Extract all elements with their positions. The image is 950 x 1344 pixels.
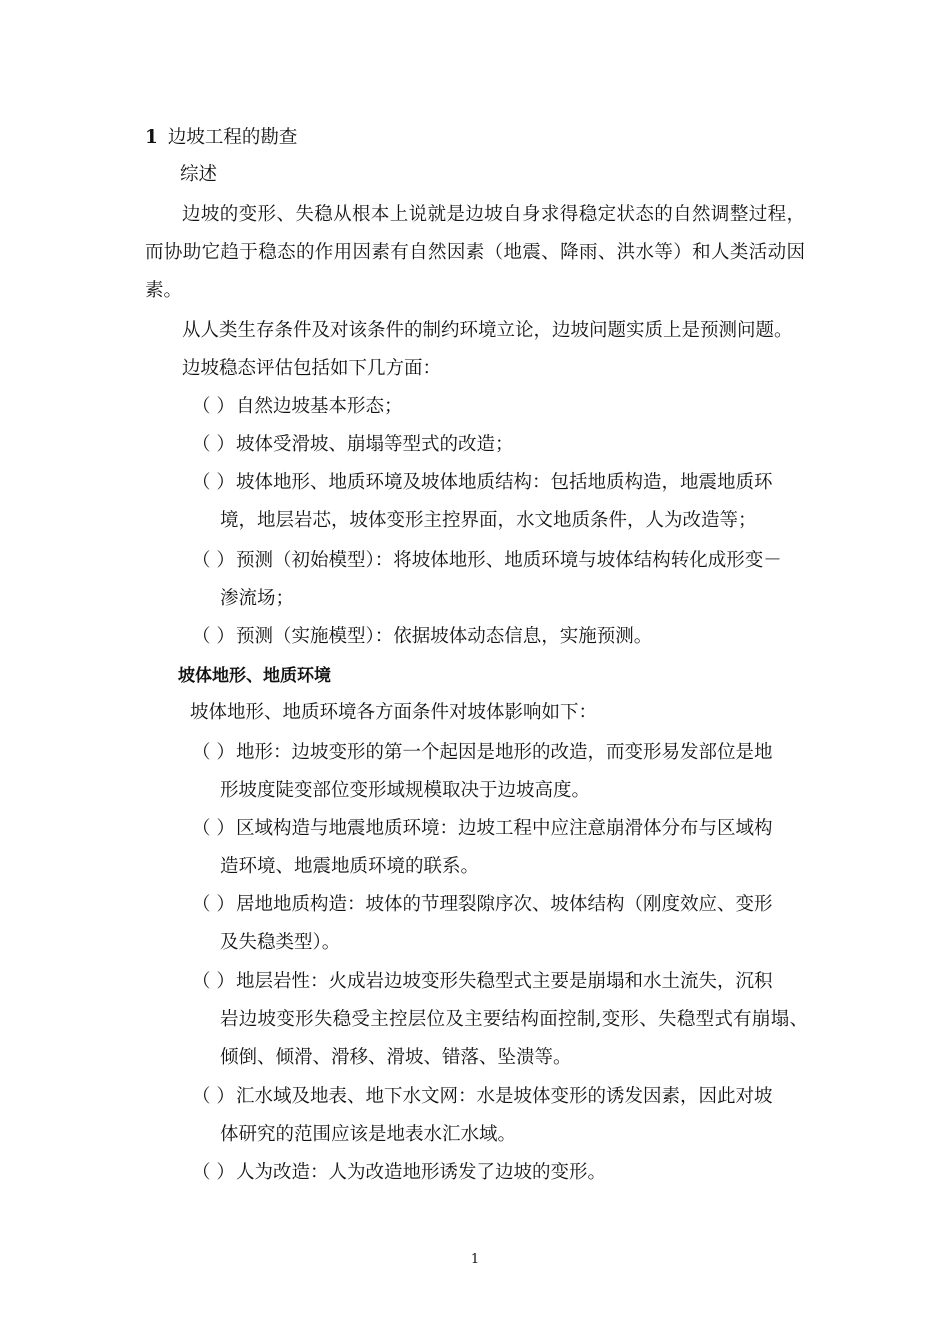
paragraph: 边坡稳态评估包括如下几方面： (182, 358, 442, 379)
paragraph: 坡体地形、地质环境各方面条件对坡体影响如下： (190, 702, 598, 723)
list-item (192, 969, 773, 995)
list-marker: （ ） (192, 742, 235, 763)
list-item-text: 坡体地形、地质环境及坡体地质结构：包括地质构造，地震地质环 (236, 472, 773, 493)
subheading-terrain: 坡体地形、地质环境 (178, 666, 331, 686)
list-item (192, 432, 514, 458)
list-item-text: 地形：边坡变形的第一个起因是地形的改造，而变形易发部位是地 (236, 742, 773, 763)
list-item-continuation: 渗流场； (220, 588, 295, 609)
paragraph-line: 边坡的变形、失稳从根本上说就是边坡自身求得稳定状态的自然调整过程， (182, 204, 805, 225)
list-marker: （ ） (192, 396, 235, 417)
list-item (192, 394, 403, 420)
list-marker: （ ） (192, 818, 235, 839)
section-heading (145, 125, 297, 151)
list-item-text: 居地地质构造：坡体的节理裂隙序次、坡体结构（刚度效应、变形 (236, 894, 773, 915)
list-marker: （ ） (192, 971, 235, 992)
list-marker: （ ） (192, 550, 235, 571)
list-item-continuation: 境，地层岩芯，坡体变形主控界面，水文地质条件，人为改造等； (220, 510, 757, 531)
list-item-text: 坡体受滑坡、崩塌等型式的改造； (236, 434, 514, 455)
list-item (192, 892, 773, 918)
list-item-text: 预测（实施模型）：依据坡体动态信息，实施预测。 (236, 626, 653, 647)
list-item-text: 预测（初始模型）：将坡体地形、地质环境与坡体结构转化成形变－ (236, 550, 782, 571)
paragraph-line: 素。 (145, 280, 183, 301)
list-item-continuation: 造环境、地震地质环境的联系。 (220, 856, 480, 877)
list-marker: （ ） (192, 472, 235, 493)
list-item-text: 区域构造与地震地质环境：边坡工程中应注意崩滑体分布与区域构 (236, 818, 773, 839)
list-marker: （ ） (192, 1162, 235, 1183)
list-item (192, 1160, 606, 1186)
list-marker: （ ） (192, 1086, 235, 1107)
page-number: 1 (470, 1252, 480, 1267)
list-item-text: 自然边坡基本形态； (236, 396, 403, 417)
paragraph-line: 而协助它趋于稳态的作用因素有自然因素（地震、降雨、洪水等）和人类活动因 (145, 242, 805, 263)
list-item (192, 1084, 773, 1110)
list-item-text: 汇水域及地表、地下水文网：水是坡体变形的诱发因素，因此对坡 (236, 1086, 773, 1107)
list-item (192, 624, 652, 650)
list-item (192, 548, 782, 574)
paragraph: 从人类生存条件及对该条件的制约环境立论，边坡问题实质上是预测问题。 (182, 320, 793, 341)
list-marker: （ ） (192, 626, 235, 647)
list-item-continuation: 体研究的范围应该是地表水汇水域。 (220, 1124, 517, 1145)
section-title: 边坡工程的勘查 (167, 127, 298, 148)
subheading-overview: 综述 (180, 164, 218, 185)
list-marker: （ ） (192, 894, 235, 915)
list-marker: （ ） (192, 434, 235, 455)
list-item-text: 人为改造：人为改造地形诱发了边坡的变形。 (236, 1162, 607, 1183)
list-item-continuation: 及失稳类型）。 (220, 932, 341, 953)
list-item-continuation: 岩边坡变形失稳受主控层位及主要结构面控制,变形、失稳型式有崩塌、 (220, 1009, 808, 1030)
list-item-continuation: 倾倒、倾滑、滑移、滑坡、错落、坠溃等。 (220, 1047, 572, 1068)
list-item (192, 816, 773, 842)
list-item-continuation: 形坡度陡变部位变形域规模取决于边坡高度。 (220, 780, 591, 801)
list-item-text: 地层岩性：火成岩边坡变形失稳型式主要是崩塌和水土流失，沉积 (236, 971, 773, 992)
section-number: 1 (145, 127, 158, 148)
list-item (192, 740, 773, 766)
list-item (192, 470, 805, 496)
